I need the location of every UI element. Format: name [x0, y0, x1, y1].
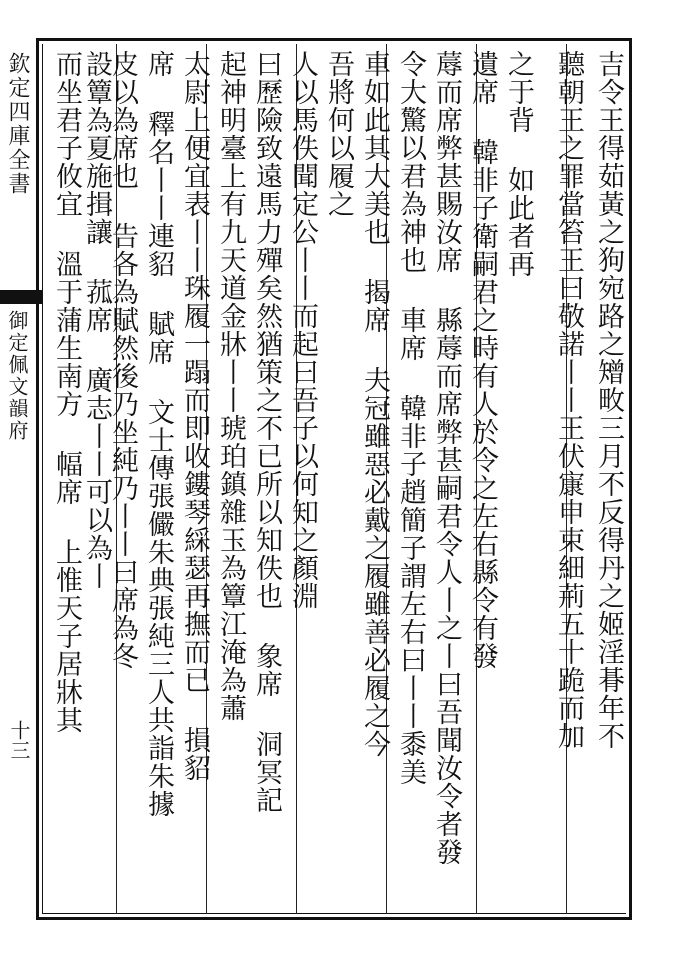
margin-work-title: 御定佩文韻府 [5, 310, 29, 442]
text-column-1: 吉令王得茹黃之狗宛路之矰畋三月不反得丹之姬淫朞年不 [593, 50, 624, 750]
text-column-3: 之于背 如此者再 [503, 50, 534, 278]
text-column-5: 蓐而席弊甚賜汝席 縣蓐而席弊甚嗣君令人丨之丨曰吾聞汝令者發 [431, 50, 462, 866]
text-column-14: 皮以為席也 告各為賦然後乃坐純乃丨丨曰席為冬 [107, 50, 138, 670]
text-column-11: 起神明臺上有九天道金牀丨丨琥珀鎮雜玉為簟江淹為蕭 [215, 50, 246, 722]
text-column-12: 太尉上便宜表丨丨珠履一蹋而即收鏤琴綵瑟再撫而已 損貂 [179, 50, 210, 782]
margin-fishtail [0, 290, 42, 304]
text-column-10: 曰歷險致遠馬力殫矣然猶策之不已所以知佚也 象席 洞冥記 [251, 50, 282, 814]
folio-number: 十三 [7, 720, 31, 760]
text-column-4: 遺席 韓非子衛嗣君之時有人於令之左右縣令有發 [467, 50, 498, 670]
margin-book-title: 欽定四庫全書 [5, 52, 30, 196]
text-column-13: 席 釋名丨丨連貂 賦席 文士傳張儼朱典張純三人共詣朱據 [143, 50, 174, 818]
text-column-6: 令大驚以君為神也 車席 韓非子趙簡子謂左右曰丨丨黍美 [395, 50, 426, 786]
text-column-7: 車如此其大美也 揭席 夫冠雖惡必戴之履雖善必履之今 [359, 50, 390, 758]
text-column-2: 聽朝王之罪當笞王曰敬諾丨丨王伏㝩申束細荊五十跪而加 [553, 50, 584, 750]
text-column-15: 設簟為夏施揖讓 菰席 廣志丨丨可以為丨 [81, 50, 112, 590]
text-column-9: 人以馬佚聞定公丨丨而起曰吾子以何知之顏淵 [287, 50, 318, 610]
text-column-16: 而坐君子攸宜 溫于蒲生南方 幅席 上惟天子居牀其 [51, 50, 82, 734]
text-column-8: 吾將何以履之 [323, 50, 354, 218]
